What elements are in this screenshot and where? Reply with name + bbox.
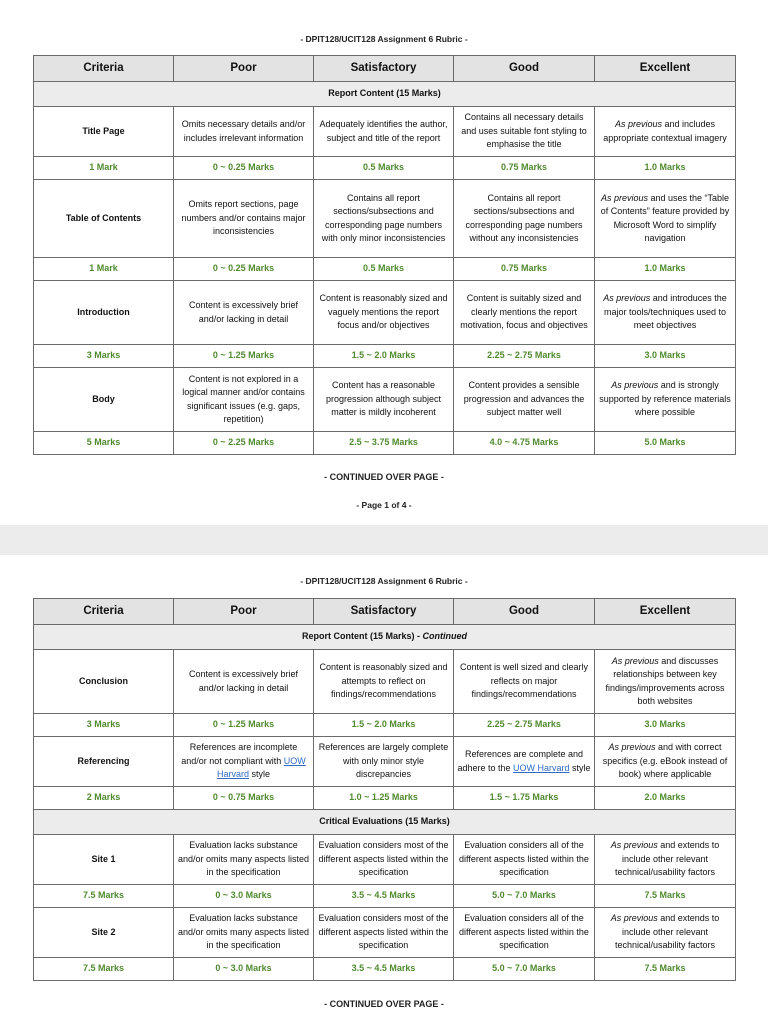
poor-cell bbox=[174, 737, 314, 787]
marks-excellent: 1.0 Marks bbox=[595, 258, 736, 281]
criterion-row bbox=[34, 737, 736, 787]
criterion-row bbox=[34, 908, 736, 958]
header-poor: Poor bbox=[174, 599, 314, 625]
marks-satisfactory: 3.5 ~ 4.5 Marks bbox=[314, 885, 454, 908]
as-previous-text: As previous bbox=[610, 913, 658, 924]
poor-cell: Omits necessary details and/or includes irrelevant information bbox=[174, 107, 314, 157]
marks-good: 0.75 Marks bbox=[454, 258, 595, 281]
as-previous-text: As previous bbox=[611, 380, 659, 391]
satisfactory-cell: Content is reasonably sized and vaguely mentions the report focus and/or objectives bbox=[314, 281, 454, 345]
header-satisfactory: Satisfactory bbox=[314, 56, 454, 82]
criterion-row bbox=[34, 368, 736, 432]
satisfactory-cell: Evaluation considers most of the different aspects listed within the specification bbox=[314, 835, 454, 885]
satisfactory-cell: Evaluation considers most of the different aspects listed within the specification bbox=[314, 908, 454, 958]
criterion-table-of-contents: Table of Contents bbox=[34, 180, 174, 258]
marks-total: 1 Mark bbox=[34, 258, 174, 281]
good-cell: Content is suitably sized and clearly mentions the report motivation, focus and objectives bbox=[454, 281, 595, 345]
excellent-text: and includes appropriate contextual imagery bbox=[603, 119, 727, 143]
header-row bbox=[34, 56, 736, 82]
marks-total: 7.5 Marks bbox=[34, 885, 174, 908]
poor-cell: Evaluation lacks substance and/or omits many aspects listed in the specification bbox=[174, 835, 314, 885]
criterion-body: Body bbox=[34, 368, 174, 432]
page-2 bbox=[0, 540, 768, 1024]
marks-total: 7.5 Marks bbox=[34, 958, 174, 981]
excellent-cell bbox=[595, 107, 736, 157]
marks-poor: 0 ~ 1.25 Marks bbox=[174, 714, 314, 737]
marks-good: 4.0 ~ 4.75 Marks bbox=[454, 432, 595, 455]
excellent-text: and extends to include other relevant technical/usability factors bbox=[614, 840, 720, 878]
marks-row bbox=[34, 432, 736, 455]
criterion-row bbox=[34, 650, 736, 714]
section-title: Report Content (15 Marks) - bbox=[301, 631, 423, 642]
satisfactory-cell: References are largely complete with only minor style discrepancies bbox=[314, 737, 454, 787]
marks-good: 5.0 ~ 7.0 Marks bbox=[454, 958, 595, 981]
uow-harvard-link[interactable]: UOW Harvard bbox=[513, 762, 570, 773]
criterion-referencing: Referencing bbox=[34, 737, 174, 787]
as-previous-text: As previous bbox=[600, 192, 648, 203]
excellent-cell bbox=[595, 650, 736, 714]
satisfactory-cell: Adequately identifies the author, subject and title of the report bbox=[314, 107, 454, 157]
marks-total: 1 Mark bbox=[34, 157, 174, 180]
marks-poor: 0 ~ 3.0 Marks bbox=[174, 958, 314, 981]
excellent-text: and discusses relationships between key findings/improvements across both websites bbox=[605, 655, 725, 706]
excellent-text: and introduces the major tools/techniques used to meet objectives bbox=[603, 293, 727, 331]
marks-row bbox=[34, 157, 736, 180]
uow-harvard-link[interactable]: UOW Harvard bbox=[216, 755, 306, 780]
marks-row bbox=[34, 714, 736, 737]
document-title: - DPIT128/UCIT128 Assignment 6 Rubric - bbox=[300, 576, 468, 586]
marks-satisfactory: 1.5 ~ 2.0 Marks bbox=[314, 714, 454, 737]
marks-satisfactory: 1.0 ~ 1.25 Marks bbox=[314, 787, 454, 810]
criterion-site-1: Site 1 bbox=[34, 835, 174, 885]
criterion-title-page: Title Page bbox=[34, 107, 174, 157]
section-report-content: Report Content (15 Marks) bbox=[34, 82, 736, 107]
as-previous-text: As previous bbox=[608, 742, 656, 753]
header-good: Good bbox=[454, 56, 595, 82]
marks-excellent: 7.5 Marks bbox=[595, 958, 736, 981]
excellent-cell bbox=[595, 737, 736, 787]
marks-good: 2.25 ~ 2.75 Marks bbox=[454, 345, 595, 368]
poor-text: References are incomplete and/or not compliant with bbox=[181, 742, 298, 766]
good-cell: Evaluation considers all of the different aspects listed within the specification bbox=[454, 835, 595, 885]
excellent-cell bbox=[595, 835, 736, 885]
criterion-row bbox=[34, 107, 736, 157]
marks-satisfactory: 0.5 Marks bbox=[314, 157, 454, 180]
section-row bbox=[34, 625, 736, 650]
satisfactory-cell: Content is reasonably sized and attempts to reflect on findings/recommendations bbox=[314, 650, 454, 714]
poor-cell: Content is not explored in a logical manner and/or contains significant issues (e.g. gaps, repetition) bbox=[174, 368, 314, 432]
good-cell: Content provides a sensible progression and advances the subject matter well bbox=[454, 368, 595, 432]
marks-row bbox=[34, 258, 736, 281]
good-cell: Content is well sized and clearly reflects on major findings/recommendations bbox=[454, 650, 595, 714]
marks-total: 3 Marks bbox=[34, 714, 174, 737]
marks-good: 0.75 Marks bbox=[454, 157, 595, 180]
criterion-row bbox=[34, 835, 736, 885]
marks-satisfactory: 2.5 ~ 3.75 Marks bbox=[314, 432, 454, 455]
poor-cell: Omits report sections, page numbers and/or contains major inconsistencies bbox=[174, 180, 314, 258]
marks-good: 5.0 ~ 7.0 Marks bbox=[454, 885, 595, 908]
poor-text-end: style bbox=[249, 769, 271, 780]
as-previous-text: As previous bbox=[610, 840, 658, 851]
criterion-introduction: Introduction bbox=[34, 281, 174, 345]
as-previous-text: As previous bbox=[614, 119, 662, 129]
marks-satisfactory: 0.5 Marks bbox=[314, 258, 454, 281]
marks-excellent: 2.0 Marks bbox=[595, 787, 736, 810]
marks-excellent: 3.0 Marks bbox=[595, 345, 736, 368]
poor-cell: Content is excessively brief and/or lacking in detail bbox=[174, 650, 314, 714]
good-cell bbox=[454, 737, 595, 787]
excellent-text: and uses the “Table of Contents” feature provided by Microsoft Word to simplify navigation bbox=[600, 192, 730, 243]
section-continued: Continued bbox=[422, 631, 467, 642]
good-text: References are complete and adhere to the bbox=[457, 749, 584, 773]
section-critical-evaluations: Critical Evaluations (15 Marks) bbox=[34, 810, 736, 835]
criterion-row bbox=[34, 180, 736, 258]
marks-good: 2.25 ~ 2.75 Marks bbox=[454, 714, 595, 737]
rubric-table-page-1 bbox=[33, 55, 736, 455]
marks-poor: 0 ~ 0.75 Marks bbox=[174, 787, 314, 810]
criterion-conclusion: Conclusion bbox=[34, 650, 174, 714]
satisfactory-cell: Content has a reasonable progression although subject matter is mildly incoherent bbox=[314, 368, 454, 432]
marks-excellent: 3.0 Marks bbox=[595, 714, 736, 737]
criterion-site-2: Site 2 bbox=[34, 908, 174, 958]
good-cell: Evaluation considers all of the different aspects listed within the specification bbox=[454, 908, 595, 958]
header-excellent: Excellent bbox=[595, 599, 736, 625]
marks-poor: 0 ~ 0.25 Marks bbox=[174, 258, 314, 281]
marks-satisfactory: 3.5 ~ 4.5 Marks bbox=[314, 958, 454, 981]
excellent-text: and is strongly supported by reference materials where possible bbox=[599, 380, 731, 418]
document-title: - DPIT128/UCIT128 Assignment 6 Rubric - bbox=[300, 34, 468, 44]
header-criteria: Criteria bbox=[34, 599, 174, 625]
excellent-cell bbox=[595, 908, 736, 958]
header-criteria: Criteria bbox=[34, 56, 174, 82]
header-poor: Poor bbox=[174, 56, 314, 82]
header-excellent: Excellent bbox=[595, 56, 736, 82]
as-previous-text: As previous bbox=[603, 293, 651, 304]
marks-row bbox=[34, 787, 736, 810]
header-satisfactory: Satisfactory bbox=[314, 599, 454, 625]
section-report-content-continued bbox=[34, 625, 736, 650]
rubric-table-page-2 bbox=[33, 598, 736, 981]
excellent-text: and extends to include other relevant technical/usability factors bbox=[614, 913, 720, 951]
marks-poor: 0 ~ 3.0 Marks bbox=[174, 885, 314, 908]
excellent-cell bbox=[595, 281, 736, 345]
marks-poor: 0 ~ 1.25 Marks bbox=[174, 345, 314, 368]
page-number: - Page 1 of 4 - bbox=[356, 500, 412, 510]
good-cell: Contains all report sections/subsections and corresponding page numbers without any inconsistencies bbox=[454, 180, 595, 258]
as-previous-text: As previous bbox=[611, 655, 659, 666]
marks-row bbox=[34, 958, 736, 981]
poor-cell: Evaluation lacks substance and/or omits many aspects listed in the specification bbox=[174, 908, 314, 958]
good-cell: Contains all necessary details and uses suitable font styling to emphasise the title bbox=[454, 107, 595, 157]
marks-excellent: 7.5 Marks bbox=[595, 885, 736, 908]
continued-over-page: - CONTINUED OVER PAGE - bbox=[324, 472, 444, 482]
criterion-row bbox=[34, 281, 736, 345]
poor-cell: Content is excessively brief and/or lacking in detail bbox=[174, 281, 314, 345]
marks-row bbox=[34, 345, 736, 368]
marks-total: 5 Marks bbox=[34, 432, 174, 455]
excellent-cell bbox=[595, 368, 736, 432]
marks-good: 1.5 ~ 1.75 Marks bbox=[454, 787, 595, 810]
satisfactory-cell: Contains all report sections/subsections and corresponding page numbers with only minor inconsistencies bbox=[314, 180, 454, 258]
section-row bbox=[34, 810, 736, 835]
marks-satisfactory: 1.5 ~ 2.0 Marks bbox=[314, 345, 454, 368]
excellent-cell bbox=[595, 180, 736, 258]
good-text-end: style bbox=[569, 762, 591, 773]
marks-excellent: 5.0 Marks bbox=[595, 432, 736, 455]
section-row bbox=[34, 82, 736, 107]
header-row bbox=[34, 599, 736, 625]
marks-poor: 0 ~ 0.25 Marks bbox=[174, 157, 314, 180]
marks-total: 2 Marks bbox=[34, 787, 174, 810]
marks-excellent: 1.0 Marks bbox=[595, 157, 736, 180]
marks-total: 3 Marks bbox=[34, 345, 174, 368]
header-good: Good bbox=[454, 599, 595, 625]
marks-row bbox=[34, 885, 736, 908]
marks-poor: 0 ~ 2.25 Marks bbox=[174, 432, 314, 455]
continued-over-page: - CONTINUED OVER PAGE - bbox=[324, 999, 444, 1009]
excellent-text: and with correct specifics (e.g. eBook instead of book) where applicable bbox=[602, 742, 728, 780]
